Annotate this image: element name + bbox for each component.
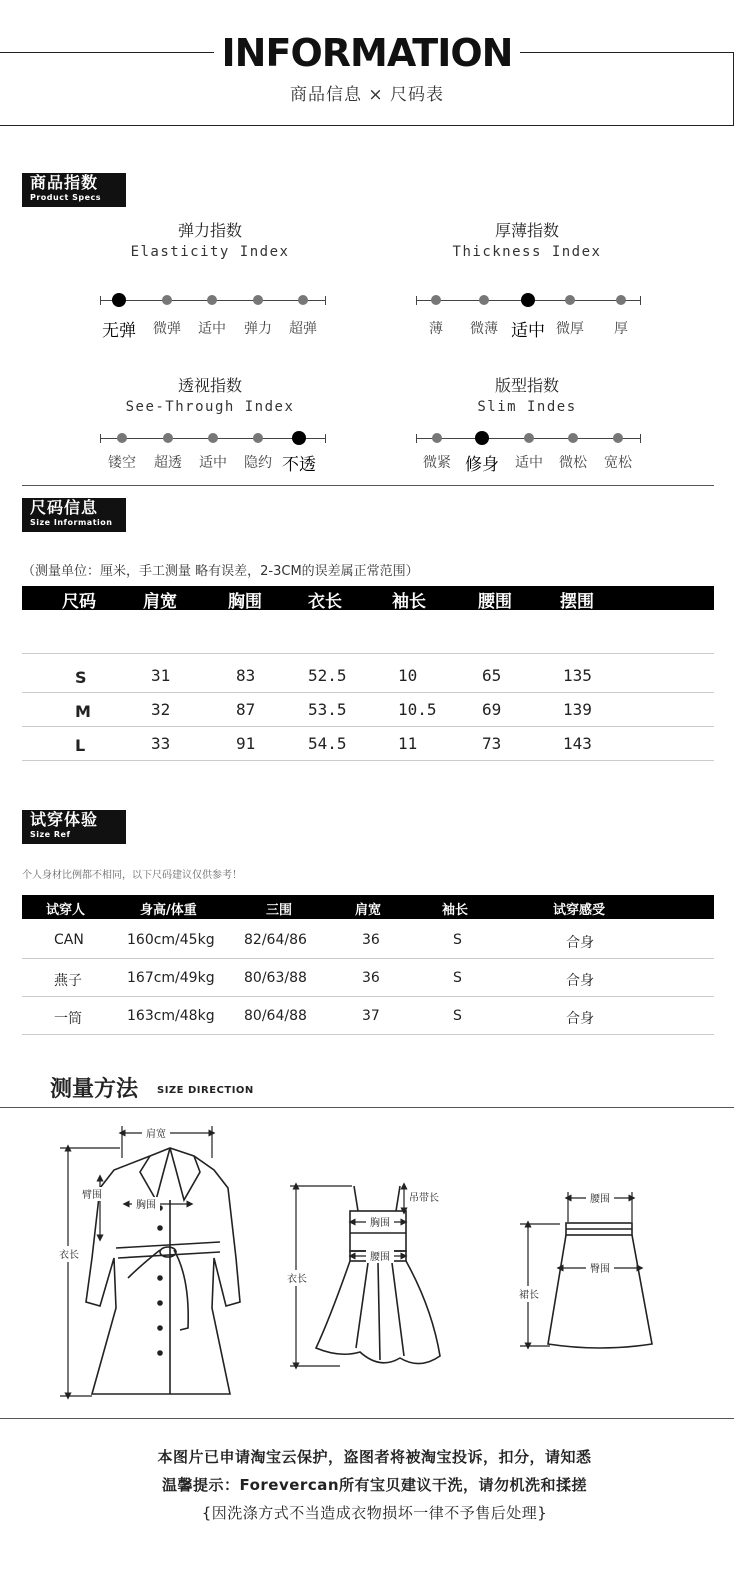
fit-dot <box>613 433 623 443</box>
try-on-cell: 36 <box>362 970 380 986</box>
fit-level-label: 微紧 <box>423 455 451 471</box>
try-on-cell: 燕子 <box>54 973 82 989</box>
fit-index-title: 版型指数 <box>494 376 559 395</box>
thickness-dot <box>479 295 489 305</box>
size-cell: 139 <box>563 700 592 719</box>
product-specs-tag-cn: 商品指数 <box>30 173 99 192</box>
coat-length-label: 衣长 <box>59 1250 79 1261</box>
dress-length-label: 衣长 <box>287 1274 307 1285</box>
thickness-level-label: 微薄 <box>470 321 498 337</box>
skirt-diagram <box>548 1223 652 1348</box>
try-on-header-cell: 肩宽 <box>355 903 382 918</box>
fit-dot <box>568 433 578 443</box>
try-on-cell: 82/64/86 <box>244 932 307 948</box>
size-cell: 54.5 <box>308 734 347 753</box>
row-divider <box>22 760 714 761</box>
size-cell: M <box>75 702 91 721</box>
size-header-cell: 摆围 <box>560 592 594 612</box>
fit-dot <box>524 433 534 443</box>
size-header-cell: 尺码 <box>62 592 96 612</box>
scale-tick <box>100 296 101 305</box>
try-on-cell: 合身 <box>566 973 594 989</box>
seethrough-dot <box>117 433 127 443</box>
try-on-header-cell: 袖长 <box>442 903 469 918</box>
fit-level-label: 修身 <box>465 455 499 475</box>
size-table-header <box>22 586 714 610</box>
row-divider <box>22 1034 714 1035</box>
size-cell: S <box>75 668 87 687</box>
seethrough-dot <box>163 433 173 443</box>
try-on-cell: 163cm/48kg <box>127 1008 215 1024</box>
try-on-header-cell: 身高/体重 <box>140 903 197 918</box>
dress-diagram <box>316 1186 440 1364</box>
dress-chest-label: 胸围 <box>370 1218 390 1229</box>
thickness-level-label: 薄 <box>429 321 443 337</box>
scale-tick <box>416 296 417 305</box>
scale-tick <box>325 296 326 305</box>
seethrough-level-label: 镂空 <box>108 455 136 471</box>
product-specs-tag <box>22 173 126 207</box>
product-specs-tag-en: Product Specs <box>30 193 101 202</box>
footer-copyright: 本图片已申请淘宝云保护，盗图者将被淘宝投诉，扣分，请知悉 <box>157 1448 592 1466</box>
try-on-cell: 160cm/45kg <box>127 932 215 948</box>
thickness-level-label: 微厚 <box>556 321 584 337</box>
fit-level-label: 适中 <box>515 455 543 471</box>
size-cell: 10 <box>398 666 418 685</box>
seethrough-index-title: 透视指数 <box>177 376 242 395</box>
try-on-header-cell: 试穿人 <box>46 903 86 918</box>
scale-tick <box>100 434 101 443</box>
elasticity-level-label: 弹力 <box>244 321 272 337</box>
size-info-tag-cn: 尺码信息 <box>30 498 99 517</box>
row-divider <box>22 996 714 997</box>
size-cell: L <box>75 736 86 755</box>
elasticity-level-label: 超弹 <box>289 321 317 337</box>
thickness-index-title: 厚薄指数 <box>494 221 559 240</box>
try-on-cell: 36 <box>362 932 380 948</box>
try-on-tag-en: Size Ref <box>30 830 71 839</box>
size-cell: 87 <box>236 700 256 719</box>
try-on-cell: S <box>453 970 462 986</box>
skirt-length-label: 裙长 <box>519 1290 539 1301</box>
size-note: （测量单位：厘米，手工测量 略有误差，2-3CM的误差属正常范围） <box>22 564 419 579</box>
row-divider <box>22 958 714 959</box>
try-on-cell: 一筒 <box>54 1011 82 1027</box>
divider <box>0 1418 734 1419</box>
scale-tick <box>325 434 326 443</box>
size-cell: 135 <box>563 666 592 685</box>
size-cell: 10.5 <box>398 700 437 719</box>
elasticity-level-label: 适中 <box>198 321 226 337</box>
size-cell: 91 <box>236 734 256 753</box>
try-on-cell: 167cm/49kg <box>127 970 215 986</box>
row-divider <box>22 653 714 654</box>
coat-sleeve-label: 臂围 <box>82 1190 102 1201</box>
try-on-cell: 合身 <box>566 1011 594 1027</box>
try-on-cell: 80/64/88 <box>244 1008 307 1024</box>
thickness-level-label: 厚 <box>614 321 628 337</box>
seethrough-dot <box>208 433 218 443</box>
try-on-cell: S <box>453 932 462 948</box>
footer-disclaimer: {因洗涤方式不当造成衣物损坏一律不予售后处理} <box>201 1504 548 1522</box>
size-cell: 52.5 <box>308 666 347 685</box>
try-on-cell: S <box>453 1008 462 1024</box>
thickness-selected-dot <box>521 293 535 307</box>
page-subtitle: 商品信息 × 尺码表 <box>289 85 445 105</box>
size-header-cell: 衣长 <box>308 592 342 612</box>
size-cell: 73 <box>482 734 502 753</box>
size-cell: 65 <box>482 666 502 685</box>
size-header-cell: 袖长 <box>392 592 426 612</box>
size-cell: 31 <box>151 666 171 685</box>
measure-subtitle: SIZE DIRECTION <box>157 1085 254 1096</box>
size-cell: 32 <box>151 700 171 719</box>
row-divider <box>22 726 714 727</box>
try-on-note: 个人身材比例都不相同，以下尺码建议仅供参考！ <box>22 870 242 881</box>
size-cell: 53.5 <box>308 700 347 719</box>
seethrough-level-label: 隐约 <box>244 455 272 471</box>
page-title <box>0 30 734 76</box>
try-on-cell: 80/63/88 <box>244 970 307 986</box>
try-on-cell: 合身 <box>566 935 594 951</box>
size-header-cell: 肩宽 <box>143 592 177 612</box>
try-on-cell: 37 <box>362 1008 380 1024</box>
seethrough-level-label: 适中 <box>199 455 227 471</box>
row-divider <box>22 692 714 693</box>
skirt-waist-label: 腰围 <box>590 1194 610 1205</box>
size-cell: 11 <box>398 734 418 753</box>
seethrough-level-label: 超透 <box>154 455 182 471</box>
thickness-dot <box>616 295 626 305</box>
elasticity-dot <box>253 295 263 305</box>
thickness-dot <box>431 295 441 305</box>
page-title-text: INFORMATION <box>214 31 521 75</box>
fit-index-subtitle: Slim Indes <box>477 399 577 415</box>
size-header-cell: 腰围 <box>478 592 512 612</box>
seethrough-level-label: 不透 <box>282 455 316 475</box>
skirt-hip-label: 臀围 <box>590 1264 610 1275</box>
elasticity-dot <box>162 295 172 305</box>
elasticity-index-subtitle: Elasticity Index <box>130 244 290 260</box>
measure-title: 测量方法 <box>50 1077 139 1102</box>
size-cell: 143 <box>563 734 592 753</box>
thickness-level-label: 适中 <box>511 321 545 341</box>
scale-tick <box>640 434 641 443</box>
elasticity-dot <box>207 295 217 305</box>
size-info-tag-en: Size Information <box>30 518 113 527</box>
coat-shoulder-label: 肩宽 <box>146 1129 166 1140</box>
try-on-cell: CAN <box>54 932 84 948</box>
coat-chest-label: 胸围 <box>136 1200 156 1211</box>
try-on-tag <box>22 810 126 844</box>
seethrough-dot <box>253 433 263 443</box>
measure-diagrams <box>0 1108 749 1418</box>
fit-dot <box>432 433 442 443</box>
try-on-tag-cn: 试穿体验 <box>30 810 99 829</box>
thickness-dot <box>565 295 575 305</box>
coat-diagram <box>86 1148 240 1394</box>
scale-tick <box>640 296 641 305</box>
size-header-cell: 胸围 <box>228 592 262 612</box>
scale-tick <box>416 434 417 443</box>
seethrough-index-subtitle: See-Through Index <box>125 399 295 415</box>
try-on-header-cell: 试穿感受 <box>553 903 606 918</box>
thickness-index-subtitle: Thickness Index <box>452 244 602 260</box>
try-on-header-cell: 三围 <box>266 903 293 918</box>
fit-level-label: 宽松 <box>604 455 632 471</box>
divider <box>22 485 714 486</box>
elasticity-selected-dot <box>112 293 126 307</box>
size-cell: 33 <box>151 734 171 753</box>
fit-level-label: 微松 <box>559 455 587 471</box>
seethrough-selected-dot <box>292 431 306 445</box>
dress-waist-label: 腰围 <box>370 1252 390 1263</box>
fit-selected-dot <box>475 431 489 445</box>
size-cell: 83 <box>236 666 256 685</box>
elasticity-level-label: 无弹 <box>102 321 136 341</box>
size-info-tag <box>22 498 126 532</box>
elasticity-dot <box>298 295 308 305</box>
elasticity-level-label: 微弹 <box>153 321 181 337</box>
elasticity-index-title: 弹力指数 <box>177 221 242 240</box>
footer-care-tip: 温馨提示：Forevercan所有宝贝建议干洗，请勿机洗和揉搓 <box>161 1476 588 1494</box>
size-cell: 69 <box>482 700 502 719</box>
dress-strap-label: 吊带长 <box>409 1193 439 1204</box>
